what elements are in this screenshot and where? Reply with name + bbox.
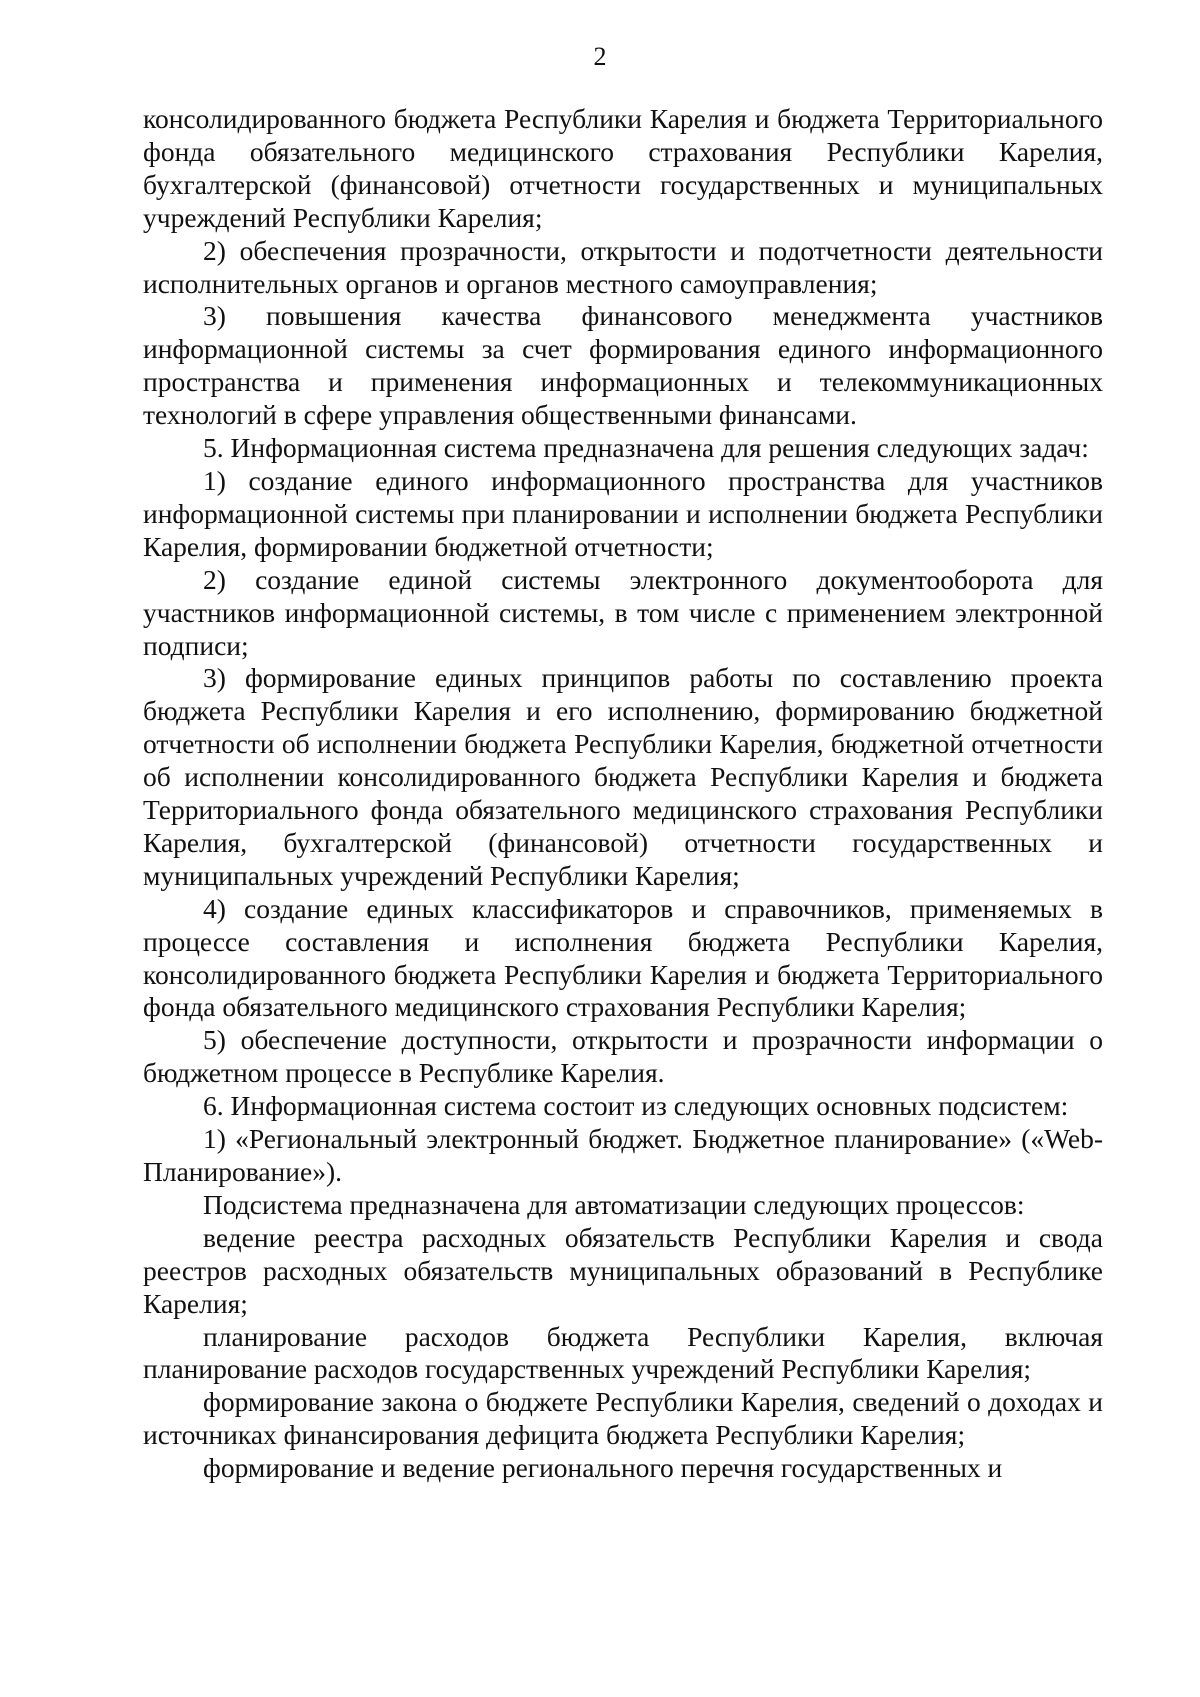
page-number: 2 [593, 42, 607, 71]
paragraph-subsystem-1: 1) «Региональный электронный бюджет. Бюджетное планирование» («Web-Планирование»). [143, 1123, 1103, 1187]
paragraph-item-2: 2) обеспечения прозрачности, открытости и подотчетности деятельности исполнительных органов и органов местного самоуправления; [143, 234, 1103, 299]
document-body [143, 103, 1103, 1485]
paragraph-section-5: 5. Информационная система предназначена для решения следующих задач: [203, 432, 1089, 464]
paragraph-task-3: 3) формирование единых принципов работы по составлению проекта бюджета Республики Карелия и его исполнению, формированию бюджетной отчетности об исполнении бюджета Республики Карелия, бюджетной отчетности об исполнении консолидированного бюджета Республики Карелия и бюджета Территориального фонда обязательного медицинского страхования Республики Карелия, бухгалтерской (финансовой) отчетности государственных и муниципальных учреждений Республики Карелия; [143, 662, 1103, 891]
paragraph-subsystem-purpose: Подсистема предназначена для автоматизации следующих процессов: [203, 1188, 1025, 1220]
paragraph-task-2: 2) создание единой системы электронного документооборота для участников информационной системы, в том числе с применением электронной подписи; [143, 563, 1103, 661]
paragraph-task-4: 4) создание единых классификаторов и справочников, применяемых в процессе составления и исполнения бюджета Республики Карелия, консолидированного бюджета Республики Карелия и бюджета Территориального фонда обязательного медицинского страхования Республики Карелия; [143, 892, 1103, 1023]
paragraph-section-6: 6. Информационная система состоит из следующих основных подсистем: [203, 1090, 1069, 1122]
paragraph-task-1: 1) создание единого информационного пространства для участников информационной системы при планировании и исполнении бюджета Республики Карелия, формировании бюджетной отчетности; [143, 464, 1103, 562]
paragraph-task-5: 5) обеспечение доступности, открытости и прозрачности информации о бюджетном процессе в Республике Карелия. [143, 1024, 1103, 1089]
paragraph-process-2: планирование расходов бюджета Республики Карелия, включая планирование расходов государственных учреждений Республики Карелия; [143, 1320, 1103, 1385]
paragraph-process-3: формирование закона о бюджете Республики Карелия, сведений о доходах и источниках финансирования дефицита бюджета Республики Карелия; [143, 1386, 1103, 1451]
paragraph-continuation: консолидированного бюджета Республики Карелия и бюджета Территориального фонда обязательного медицинского страхования Республики Карелия, бухгалтерской (финансовой) отчетности государственных и муниципальных учреждений Республики Карелия; [143, 103, 1103, 233]
paragraph-item-3: 3) повышения качества финансового менеджмента участников информационной системы за счет формирования единого информационного пространства и применения информационных и телекоммуникационных технологий в сфере управления общественными финансами. [143, 300, 1103, 431]
paragraph-process-4: формирование и ведение регионального перечня государственных и [203, 1452, 1003, 1484]
paragraph-process-1: ведение реестра расходных обязательств Республики Карелия и свода реестров расходных обязательств муниципальных образований в Республике Карелия; [143, 1221, 1103, 1319]
